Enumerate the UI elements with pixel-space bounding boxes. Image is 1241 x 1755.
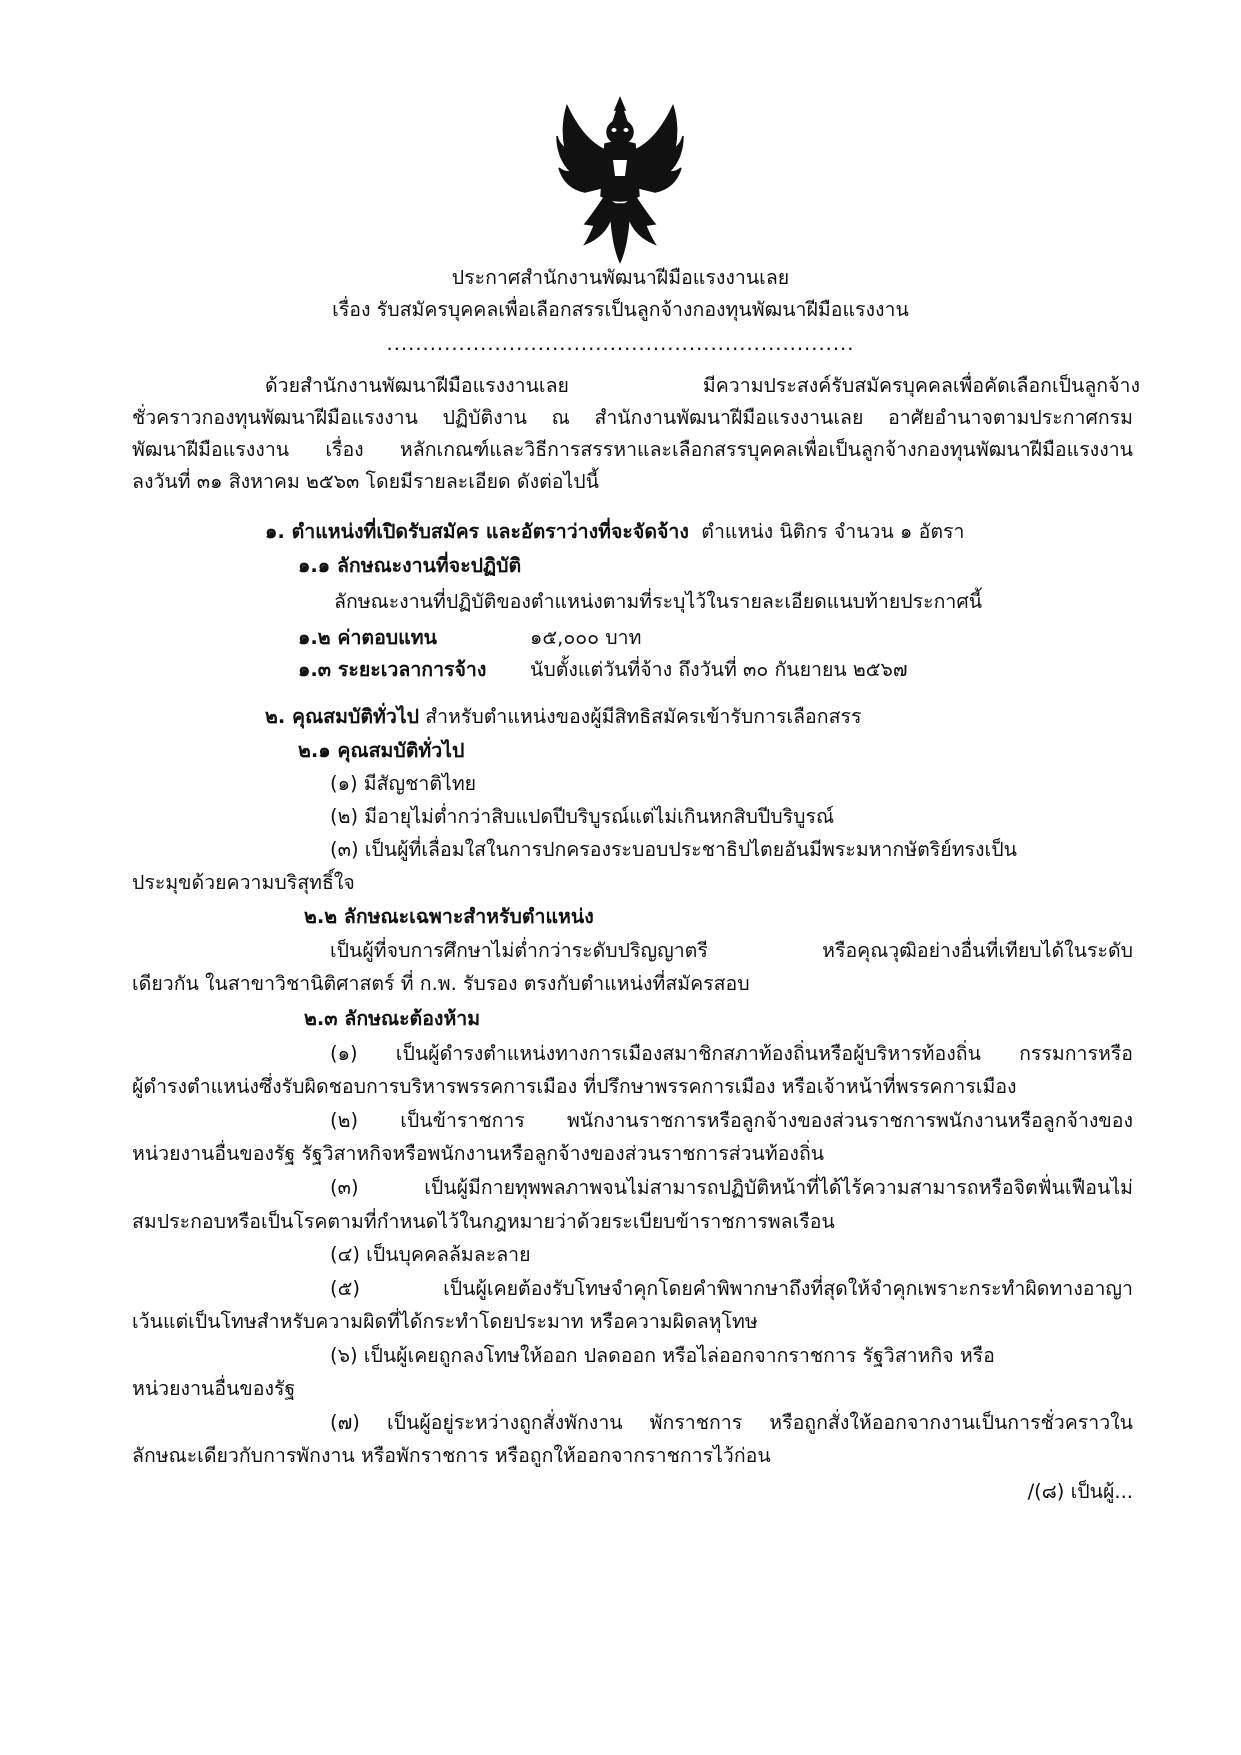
list-item-continuation: ประมุขด้วยความบริสุทธิ์ใจ (132, 871, 355, 894)
section-2-2-text-2: เดียวกัน ในสาขาวิชานิติศาสตร์ ที่ ก.พ. รับรอง ตรงกับตำแหน่งที่สมัครสอบ (132, 972, 750, 995)
list-item: (๓) เป็นผู้ที่เลื่อมใสในการปกครองระบอบประชาธิปไตยอันมีพระมหากษัตริย์ทรงเป็น (330, 838, 1017, 861)
section-1-2-value: ๑๕,๐๐๐ บาท (530, 626, 642, 649)
list-item: (๒) เป็นข้าราชการ พนักงานราชการหรือลูกจ้างของส่วนราชการพนักงานหรือลูกจ้างของ (330, 1109, 1133, 1132)
section-2-heading-rest: สำหรับตำแหน่งของผู้มีสิทธิสมัครเข้ารับการเลือกสรร (425, 705, 862, 728)
section-2-heading (265, 703, 861, 731)
section-2-heading-bold: ๒. คุณสมบัติทั่วไป (265, 705, 419, 728)
section-1-3-label: ๑.๓ ระยะเวลาการจ้าง (298, 658, 487, 681)
intro-line-4: ลงวันที่ ๓๑ สิงหาคม ๒๕๖๓ โดยมีรายละเอียด ดังต่อไปนี้ (132, 470, 599, 493)
announcement-title: ประกาศสำนักงานพัฒนาฝีมือแรงงานเลย (451, 266, 790, 289)
announcement-subject: เรื่อง รับสมัครบุคคลเพื่อเลือกสรรเป็นลูกจ้างกองทุนพัฒนาฝีมือแรงงาน (332, 298, 909, 321)
list-item: (๓) เป็นผู้มีกายทุพพลภาพจนไม่สามารถปฏิบัติหน้าที่ได้ไร้ความสามารถหรือจิตฟั่นเฟือนไม่ (330, 1176, 1133, 1199)
intro-line-1: ด้วยสำนักงานพัฒนาฝีมือแรงงานเลย มีความประสงค์รับสมัครบุคคลเพื่อคัดเลือกเป็นลูกจ้าง (265, 374, 1140, 397)
section-1-1-heading: ๑.๑ ลักษณะงานที่จะปฏิบัติ (298, 554, 522, 577)
page-continuation: /(๘) เป็นผู้... (1027, 1480, 1133, 1503)
intro-line-3: พัฒนาฝีมือแรงงาน เรื่อง หลักเกณฑ์และวิธีการสรรหาและเลือกสรรบุคคลเพื่อเป็นลูกจ้างกองทุนพัฒนาฝีมือแรงงาน (132, 438, 1133, 461)
list-item: (๒) มีอายุไม่ต่ำกว่าสิบแปดปีบริบูรณ์แต่ไม่เกินหกสิบปีบริบูรณ์ (330, 805, 835, 828)
section-1-heading (265, 518, 964, 546)
section-2-2-heading: ๒.๒ ลักษณะเฉพาะสำหรับตำแหน่ง (304, 905, 594, 928)
section-1-2-label: ๑.๒ ค่าตอบแทน (298, 626, 437, 649)
garuda-emblem-icon (555, 96, 685, 264)
list-item-continuation: หน่วยงานอื่นของรัฐ (132, 1377, 296, 1400)
list-item: (๔) เป็นบุคคลล้มละลาย (330, 1243, 531, 1266)
section-2-3-heading: ๒.๓ ลักษณะต้องห้าม (304, 1007, 481, 1030)
section-1-3-value: นับตั้งแต่วันที่จ้าง ถึงวันที่ ๓๐ กันยายน ๒๕๖๗ (530, 658, 908, 681)
list-item-continuation: ผู้ดำรงตำแหน่งซึ่งรับผิดชอบการบริหารพรรคการเมือง ที่ปรึกษาพรรคการเมือง หรือเจ้าหน้าที่พรรคการเมือง (132, 1075, 1017, 1098)
list-item-continuation: สมประกอบหรือเป็นโรคตามที่กำหนดไว้ในกฎหมายว่าด้วยระเบียบข้าราชการพลเรือน (132, 1210, 835, 1233)
list-item: (๑) เป็นผู้ดำรงตำแหน่งทางการเมืองสมาชิกสภาท้องถิ่นหรือผู้บริหารท้องถิ่น กรรมการหรือ (330, 1042, 1133, 1065)
section-2-1-heading: ๒.๑ คุณสมบัติทั่วไป (298, 739, 465, 762)
section-1-1-text: ลักษณะงานที่ปฏิบัติของตำแหน่งตามที่ระบุไว้ในรายละเอียดแนบท้ายประกาศนี้ (334, 590, 983, 613)
list-item: (๑) มีสัญชาติไทย (330, 772, 477, 795)
list-item-continuation: ลักษณะเดียวกับการพักงาน หรือพักราชการ หรือถูกให้ออกจากราชการไว้ก่อน (132, 1444, 771, 1467)
list-item-continuation: เว้นแต่เป็นโทษสำหรับความผิดที่ได้กระทำโดยประมาท หรือความผิดลหุโทษ (132, 1310, 758, 1333)
section-1-heading-bold: ๑. ตำแหน่งที่เปิดรับสมัคร และอัตราว่างที่จะจัดจ้าง (265, 520, 689, 543)
list-item: (๗) เป็นผู้อยู่ระหว่างถูกสั่งพักงาน พักราชการ หรือถูกสั่งให้ออกจากงานเป็นการชั่วคราวใน (330, 1411, 1133, 1434)
header-divider: ................................................................. (386, 332, 855, 355)
section-1-heading-rest: ตำแหน่ง นิติกร จำนวน ๑ อัตรา (701, 520, 965, 543)
section-2-2-text-1: เป็นผู้ที่จบการศึกษาไม่ต่ำกว่าระดับปริญญาตรี หรือคุณวุฒิอย่างอื่นที่เทียบได้ในระดับ (330, 939, 1133, 962)
intro-line-2: ชั่วคราวกองทุนพัฒนาฝีมือแรงงาน ปฏิบัติงาน ณ สำนักงานพัฒนาฝีมือแรงงานเลย อาศัยอำนาจตามประกาศกรม (132, 406, 1133, 429)
list-item: (๖) เป็นผู้เคยถูกลงโทษให้ออก ปลดออก หรือไล่ออกจากราชการ รัฐวิสาหกิจ หรือ (330, 1344, 995, 1367)
list-item: (๕) เป็นผู้เคยต้องรับโทษจำคุกโดยคำพิพากษาถึงที่สุดให้จำคุกเพราะกระทำผิดทางอาญา (330, 1277, 1133, 1300)
list-item-continuation: หน่วยงานอื่นของรัฐ รัฐวิสาหกิจหรือพนักงานหรือลูกจ้างของส่วนราชการส่วนท้องถิ่น (132, 1142, 825, 1165)
